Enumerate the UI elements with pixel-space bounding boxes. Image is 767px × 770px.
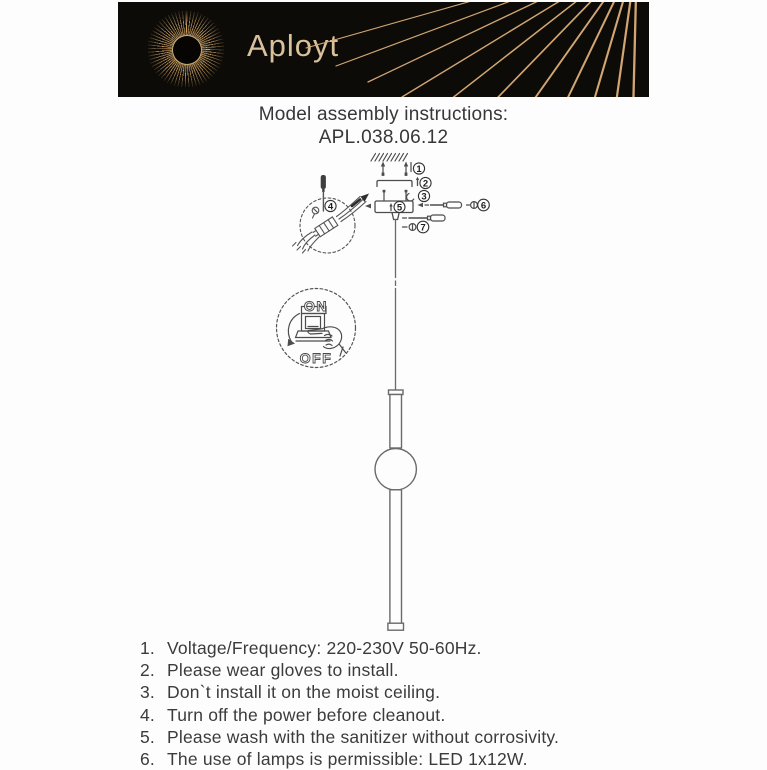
part-label-3: 3 xyxy=(421,191,427,203)
item-text: Voltage/Frequency: 220-230V 50-60Hz. xyxy=(167,638,482,658)
item-text: Please wash with the sanitizer without corrosivity. xyxy=(167,726,560,747)
instructions-list xyxy=(140,637,559,770)
item-number: 5. xyxy=(140,726,155,747)
item-number: 6. xyxy=(140,749,155,770)
anchor-bolts xyxy=(381,162,411,176)
item-number: 1. xyxy=(140,638,155,658)
switch-off-label: OFF xyxy=(299,350,333,366)
instruction-item xyxy=(140,659,559,681)
screws-and-hook xyxy=(383,190,414,201)
item-text: The use of lamps is permissible: LED 1x12W. xyxy=(167,749,528,770)
part-label-5: 5 xyxy=(396,202,403,214)
item-number: 4. xyxy=(140,704,155,725)
item-text: Turn off the power before cleanout. xyxy=(167,704,446,725)
wiring-detail xyxy=(293,175,370,253)
page-title: Model assembly instructions: xyxy=(258,104,509,125)
canopy xyxy=(365,201,413,220)
item-number: 3. xyxy=(140,682,155,703)
instruction-item xyxy=(140,726,559,748)
item-text: Please wear gloves to install. xyxy=(167,660,399,681)
screwdriver-6 xyxy=(418,202,478,209)
part-label-1: 1 xyxy=(416,163,422,175)
brand-wordmark: Aployt xyxy=(247,28,340,63)
part-label-4: 4 xyxy=(327,201,334,213)
pendant-lamp xyxy=(375,220,416,631)
switch-on-label: ON xyxy=(304,298,328,314)
instruction-item xyxy=(140,637,559,659)
part-label-7: 7 xyxy=(420,222,426,234)
ceiling-hatch xyxy=(371,154,408,162)
item-number: 2. xyxy=(140,660,155,681)
instruction-item xyxy=(140,704,559,726)
mounting-bracket xyxy=(377,177,419,187)
instruction-item xyxy=(140,681,559,703)
item-text: Don`t install it on the moist ceiling. xyxy=(167,682,441,703)
part-label-2: 2 xyxy=(422,178,429,190)
part-label-6: 6 xyxy=(480,200,487,212)
model-number: APL.038.06.12 xyxy=(318,127,449,148)
